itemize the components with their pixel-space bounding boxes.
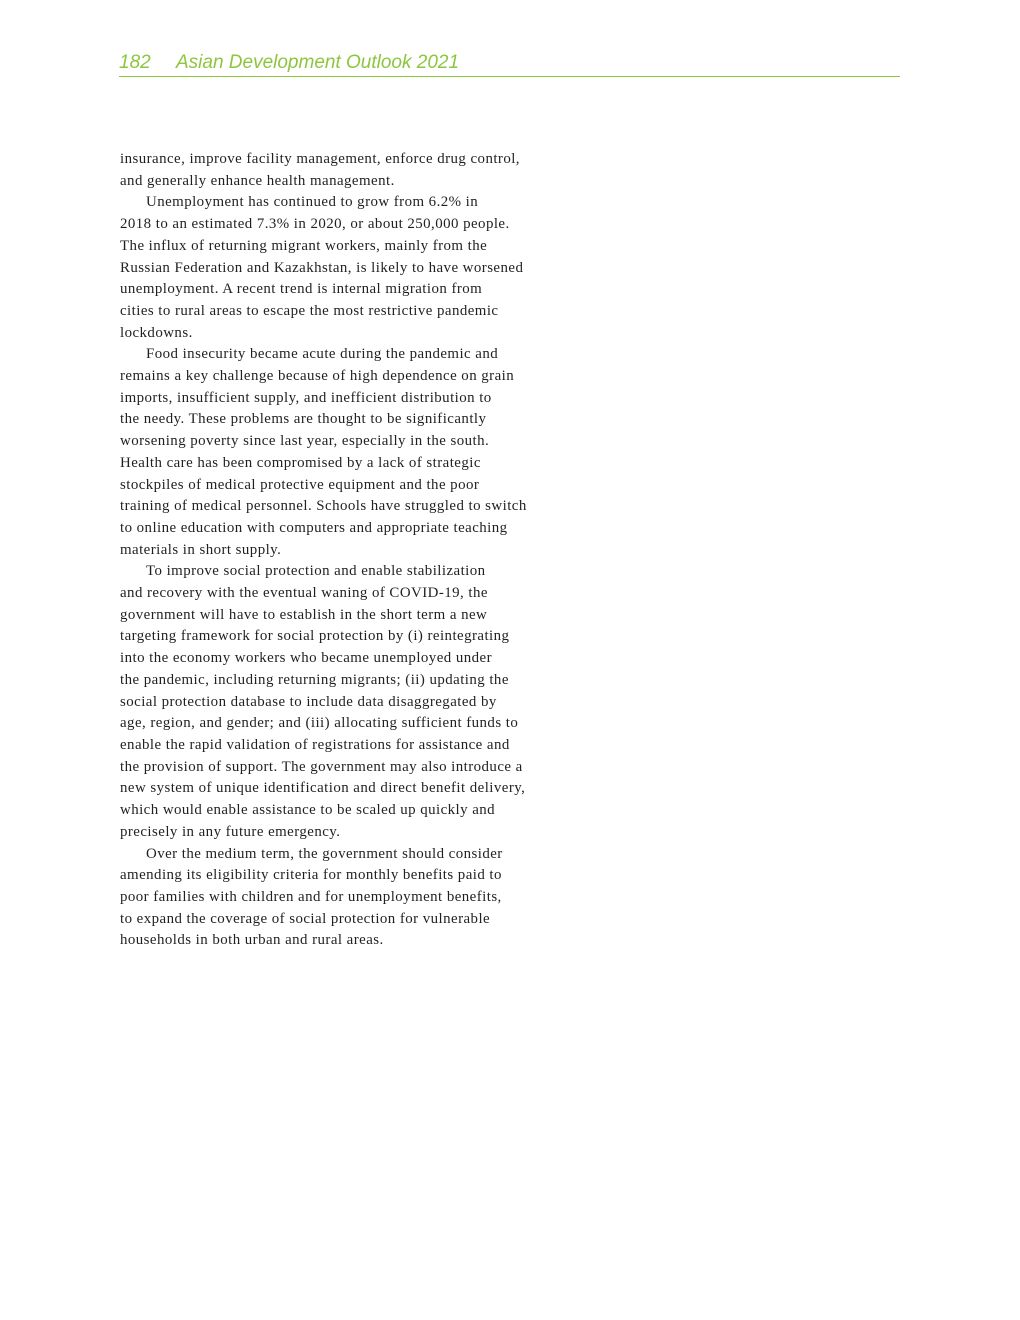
body-text — [120, 149, 590, 952]
text-line: the provision of support. The government may also introduce a — [120, 758, 523, 775]
text-line: which would enable assistance to be scaled up quickly and — [120, 802, 496, 819]
text-line: 2018 to an estimated 7.3% in 2020, or about 250,000 people. — [120, 216, 510, 233]
text-line: targeting framework for social protection by (i) reintegrating — [120, 628, 510, 645]
text-line: social protection database to include data disaggregated by — [120, 693, 497, 710]
text-line: lockdowns. — [120, 324, 193, 341]
paragraph-start-line: To improve social protection and enable stabilization — [146, 563, 486, 580]
text-line: amending its eligibility criteria for monthly benefits paid to — [120, 867, 502, 884]
text-line: remains a key challenge because of high dependence on grain — [120, 368, 515, 385]
text-line: precisely in any future emergency. — [120, 823, 341, 840]
page-number: 182 — [119, 52, 151, 73]
paragraph-start-line: Over the medium term, the government should consider — [146, 845, 503, 862]
page-header — [119, 50, 900, 77]
text-line: and recovery with the eventual waning of COVID-19, the — [120, 585, 488, 602]
text-line: stockpiles of medical protective equipment and the poor — [120, 476, 480, 493]
text-line: Health care has been compromised by a lack of strategic — [120, 454, 481, 471]
text-line: training of medical personnel. Schools have struggled to switch — [120, 498, 527, 515]
text-line: into the economy workers who became unemployed under — [120, 650, 492, 667]
text-line: age, region, and gender; and (iii) allocating sufficient funds to — [120, 715, 519, 732]
text-line: insurance, improve facility management, enforce drug control, — [120, 151, 520, 167]
text-line: worsening poverty since last year, especially in the south. — [120, 433, 490, 450]
text-line: the pandemic, including returning migrants; (ii) updating the — [120, 671, 509, 688]
text-line: government will have to establish in the short term a new — [120, 606, 488, 623]
text-line: imports, insufficient supply, and inefficient distribution to — [120, 389, 492, 406]
text-line: to expand the coverage of social protection for vulnerable — [120, 910, 491, 927]
paragraph-start-line: Unemployment has continued to grow from 6.2% in — [146, 194, 479, 211]
text-line: Russian Federation and Kazakhstan, is likely to have worsened — [120, 259, 524, 276]
text-line: cities to rural areas to escape the most restrictive pandemic — [120, 302, 499, 319]
text-line: to online education with computers and appropriate teaching — [120, 519, 508, 536]
text-line: and generally enhance health management. — [120, 172, 395, 189]
text-line: The influx of returning migrant workers, mainly from the — [120, 237, 488, 254]
text-line: households in both urban and rural areas. — [120, 932, 384, 949]
text-line: new system of unique identification and direct benefit delivery, — [120, 780, 526, 797]
text-line: the needy. These problems are thought to be significantly — [120, 411, 487, 428]
text-line: enable the rapid validation of registrations for assistance and — [120, 736, 510, 753]
running-title: Asian Development Outlook 2021 — [175, 52, 460, 73]
text-line: poor families with children and for unemployment benefits, — [120, 888, 502, 905]
paragraph-start-line: Food insecurity became acute during the pandemic and — [146, 346, 499, 363]
text-line: unemployment. A recent trend is internal migration from — [120, 281, 483, 298]
text-line: materials in short supply. — [120, 541, 282, 558]
